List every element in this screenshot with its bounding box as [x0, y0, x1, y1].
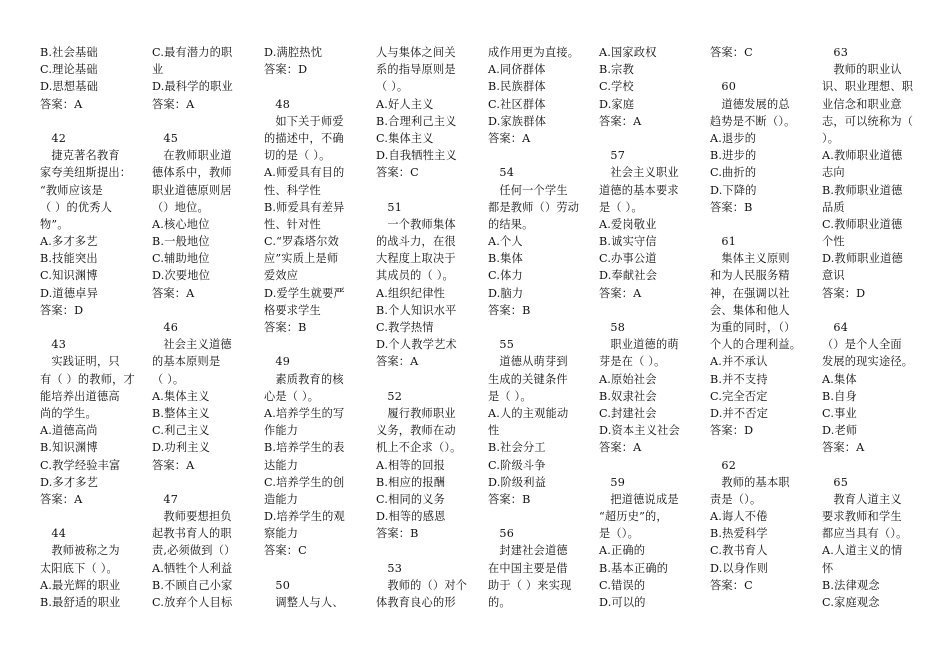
text-line: 55	[488, 338, 515, 352]
text-line: C.曲折的	[710, 166, 757, 180]
text-line: B.社会分工	[488, 441, 546, 455]
text-line: 捷克著名教育	[40, 149, 120, 163]
text-line: D.自我牺牲主义	[376, 149, 457, 163]
text-line: 尚的学生。	[40, 406, 97, 420]
text-line: 的。	[488, 596, 511, 609]
text-line: B.整体主义	[152, 406, 210, 420]
text-line: 社会主义职业	[599, 166, 679, 180]
text-line: 答案：B	[376, 527, 419, 541]
text-line: 答案：A	[822, 441, 865, 455]
text-line	[376, 371, 467, 388]
text-line: C.集体主义	[376, 131, 434, 145]
text-line: D.老师	[822, 424, 858, 438]
text-line: D.培养学生的观	[264, 510, 345, 524]
text-line: C.完全否定	[710, 389, 768, 403]
text-line: A.多才多艺	[40, 235, 98, 249]
text-line: C.培养学生的创	[264, 475, 345, 489]
text-line: 神，在强调以社	[710, 286, 790, 300]
text-line: 59	[599, 475, 626, 489]
text-line: C.封建社会	[599, 406, 657, 420]
text-line: B.诚实守信	[599, 235, 657, 249]
text-line: 志向	[822, 166, 845, 180]
text-line: 其成员的（ ）。	[376, 269, 454, 283]
text-line: 42	[40, 131, 67, 145]
text-line: B.进步的	[710, 149, 757, 163]
text-line: 生成的关键条件	[488, 372, 568, 386]
text-line: 的描述中，不确	[264, 131, 344, 145]
text-line: 要求教师和学生	[822, 510, 902, 524]
text-line: A.同侪群体	[488, 63, 546, 77]
text-line: C.学校	[599, 80, 634, 94]
text-line: D.个人教学艺术	[376, 338, 457, 352]
text-line: 都是教师（）劳动	[488, 200, 580, 214]
text-line: 义务，教师在动	[376, 424, 456, 438]
text-column-7	[710, 44, 801, 594]
text-line	[152, 302, 235, 319]
text-line: C.放弃个人目标	[152, 596, 233, 609]
text-line: B.教师职业道德	[822, 183, 903, 197]
text-line: B.最舒适的职业	[40, 596, 121, 609]
text-line: C.教书育人	[710, 544, 768, 558]
text-line: 47	[152, 492, 179, 506]
text-line: 答案：A	[152, 458, 195, 472]
text-line: 答案：D	[40, 303, 84, 317]
text-line: 职业道德的萌	[599, 338, 679, 352]
text-line: 60	[710, 80, 737, 94]
text-line: （ ）。	[152, 372, 185, 386]
text-line: D.次要地位	[152, 269, 211, 283]
text-line: 性、科学性	[264, 183, 321, 197]
text-line: 责,必须做到（）	[152, 544, 236, 558]
text-line: 答案：D	[264, 63, 308, 77]
text-line: 58	[599, 321, 626, 334]
text-line	[40, 508, 135, 525]
text-line: B.热爱科学	[710, 527, 768, 541]
text-line: D.奉献社会	[599, 269, 658, 283]
text-line: C.教师职业道德	[822, 217, 903, 231]
text-line: D.以身作则	[710, 561, 769, 575]
text-line: 道德发展的总	[710, 97, 790, 111]
text-line: 体教育良心的形	[376, 596, 456, 609]
text-line: 识、职业理想、职	[822, 80, 914, 94]
text-line: A.牺牲个人利益	[152, 561, 233, 575]
text-line: D.阶级利益	[488, 475, 547, 489]
text-line: 作能力	[264, 424, 299, 438]
text-line: 答案：C	[710, 46, 753, 59]
text-line: C.教学经验丰富	[40, 458, 121, 472]
text-line: D.资本主义社会	[599, 424, 680, 438]
text-line: 43	[40, 338, 67, 352]
text-line	[264, 336, 345, 353]
text-line: A.组织纪律性	[376, 286, 445, 300]
text-line: B.并不支持	[710, 372, 768, 386]
text-line: 在中国主要是借	[488, 561, 568, 575]
text-column-4	[376, 44, 467, 611]
text-line: C.最有潜力的职	[152, 46, 233, 59]
text-line: D.可以的	[599, 596, 646, 609]
text-line: 的结果。	[488, 217, 534, 231]
text-line: 系的指导原则是	[376, 63, 456, 77]
text-line: 助于（ ）来实现	[488, 578, 572, 592]
text-line: 64	[822, 321, 849, 334]
text-line: D.下降的	[710, 183, 757, 197]
text-line: 太阳底下（ ）。	[40, 561, 118, 575]
text-line: B.社会基础	[40, 46, 98, 59]
text-line: B.集体	[488, 252, 523, 266]
text-line: 责是（）。	[710, 492, 762, 506]
text-line: 答案：D	[822, 286, 866, 300]
text-line	[152, 474, 235, 491]
text-line: 和为人民服务精	[710, 269, 790, 283]
text-line: 一个教师集体	[376, 217, 456, 231]
text-line: A.诲人不倦	[710, 510, 768, 524]
text-line: 心是（ ）。	[264, 389, 320, 403]
text-line: C.理论基础	[40, 63, 98, 77]
text-line: 意识	[822, 269, 845, 283]
text-line: 48	[264, 97, 291, 111]
text-line: 51	[376, 200, 403, 214]
text-line: 答案：C	[710, 578, 753, 592]
text-line: B.合理利己主义	[376, 114, 457, 128]
text-line: 54	[488, 166, 515, 180]
text-line: B.相应的报酬	[376, 475, 446, 489]
text-line: C.阶级斗争	[488, 458, 546, 472]
text-line: 答案：B	[264, 321, 307, 334]
text-line: 性、针对性	[264, 217, 321, 231]
text-line: 教育人道主义	[822, 492, 902, 506]
text-line: 职业道德原则居	[152, 183, 232, 197]
text-line: D.并不否定	[710, 406, 769, 420]
text-line: 家夸美纽斯提出：	[40, 166, 132, 180]
text-line: A.核心地位	[152, 217, 210, 231]
text-line: 履行教师职业	[376, 406, 456, 420]
text-line: 物”。	[40, 217, 69, 231]
text-line: 65	[822, 475, 849, 489]
text-line: 44	[40, 527, 67, 541]
text-line: 教师的基本职	[710, 475, 790, 489]
text-line: 49	[264, 355, 291, 369]
text-line: A.集体	[822, 372, 857, 386]
text-line: 56	[488, 527, 515, 541]
text-line: D.功利主义	[152, 441, 211, 455]
text-line: 50	[264, 578, 291, 592]
text-line	[710, 439, 801, 456]
text-line: A.人的主观能动	[488, 406, 569, 420]
text-line: A.个人	[488, 235, 523, 249]
text-line: 52	[376, 389, 403, 403]
text-line: 答案：A	[599, 441, 642, 455]
text-line: 是（ ）。	[488, 389, 532, 403]
text-line	[376, 182, 467, 199]
text-line: 把道德说成是	[599, 492, 679, 506]
text-line: C.辅助地位	[152, 252, 210, 266]
text-line: C.相同的义务	[376, 492, 446, 506]
text-line: 业	[152, 63, 164, 77]
text-line: D.道德卓异	[40, 286, 99, 300]
text-line: 都应当具有（）。	[822, 527, 908, 541]
text-line: A.好人主义	[376, 97, 434, 111]
text-line: 格要求学生	[264, 303, 321, 317]
text-column-2	[152, 44, 235, 611]
text-line: B.不顾自己小家	[152, 578, 233, 592]
text-line: 业信念和职业意	[822, 97, 902, 111]
text-line: 答案：B	[710, 200, 753, 214]
text-line: 社会主义道德	[152, 338, 232, 352]
text-line: B.一般地位	[152, 235, 210, 249]
text-line	[488, 147, 579, 164]
text-line: B.技能突出	[40, 252, 98, 266]
text-line: 答案：A	[599, 114, 642, 128]
text-line	[488, 319, 579, 336]
text-line: 会、集体和他人	[710, 303, 790, 317]
text-line: （ ）。	[376, 80, 409, 94]
text-line: 造能力	[264, 492, 299, 506]
text-line: C.错误的	[599, 578, 646, 592]
text-line: （）是个人全面	[822, 338, 902, 352]
text-line: C.社区群体	[488, 97, 546, 111]
text-line: 答案：A	[599, 286, 642, 300]
text-line: 任何一个学生	[488, 183, 568, 197]
text-line: C.知识渊博	[40, 269, 98, 283]
text-line	[599, 457, 680, 474]
text-line: 61	[710, 235, 737, 249]
text-line	[152, 113, 235, 130]
text-line: 道德的基本要求	[599, 183, 679, 197]
text-line: A.原始社会	[599, 372, 657, 386]
text-line: 答案：A	[40, 97, 83, 111]
text-line: 的战斗力，在很	[376, 235, 456, 249]
text-line: 爱效应	[264, 269, 299, 283]
text-line: 答案：A	[152, 97, 195, 111]
text-line: 趋势是不断（）。	[710, 114, 796, 128]
text-line: 起教书育人的职	[152, 527, 232, 541]
text-line: 素质教育的核	[264, 372, 344, 386]
text-line: 教师的（）对个	[376, 578, 468, 592]
text-line: D.最科学的职业	[152, 80, 233, 94]
text-line: 切的是（ ）。	[264, 149, 331, 163]
text-line: 53	[376, 561, 403, 575]
text-line: D.爱学生就要严	[264, 286, 345, 300]
text-line: 是（）。	[599, 527, 639, 541]
text-line: 发展的现实途径。	[822, 355, 914, 369]
text-line: 察能力	[264, 527, 299, 541]
text-line: 调整人与人、	[264, 596, 344, 609]
text-line: 个人的合理利益。	[710, 338, 802, 352]
text-line: 教师要想担负	[152, 510, 232, 524]
text-line: 答案：A	[40, 492, 83, 506]
text-line: D.家族群体	[488, 114, 547, 128]
text-line: C.办事公道	[599, 252, 657, 266]
text-line: 达能力	[264, 458, 299, 472]
text-line: 应”实质上是师	[264, 252, 339, 266]
text-line: （）地位。	[152, 200, 209, 214]
text-line: 答案：D	[710, 424, 754, 438]
text-line: 能培养出道德高	[40, 389, 120, 403]
text-line: 答案：B	[488, 303, 531, 317]
text-line: B.民族群体	[488, 80, 546, 94]
text-line: 如下关于师爱	[264, 114, 344, 128]
text-line: A.培养学生的写	[264, 406, 345, 420]
text-line: A.相等的回报	[376, 458, 445, 472]
text-line: B.自身	[822, 389, 857, 403]
text-line: D.思想基础	[40, 80, 99, 94]
text-column-6	[599, 44, 680, 611]
text-line: D.教师职业道德	[822, 252, 903, 266]
text-line: C.教学热情	[376, 321, 434, 334]
text-line: C.家庭观念	[822, 596, 880, 609]
text-line: C.利己主义	[152, 424, 210, 438]
text-column-8	[822, 44, 913, 611]
text-line: 实践证明，只	[40, 355, 120, 369]
text-line: 集体主义原则	[710, 252, 790, 266]
text-line: A.并不承认	[710, 355, 768, 369]
text-line	[376, 542, 467, 559]
text-line: 封建社会道德	[488, 544, 568, 558]
text-line: “超历史”的，	[599, 510, 668, 524]
text-line: 的基本原则是	[152, 355, 221, 369]
text-line: B.法律观念	[822, 578, 880, 592]
text-line	[710, 61, 801, 78]
text-line: C.事业	[822, 406, 857, 420]
text-line: D.相等的感恩	[376, 510, 446, 524]
text-line: 是（ ）。	[599, 200, 643, 214]
text-line	[488, 508, 579, 525]
text-column-3	[264, 44, 345, 611]
text-line	[264, 560, 345, 577]
text-line: 怀	[822, 561, 834, 575]
text-line: 在教师职业道	[152, 149, 232, 163]
text-line: A.教师职业道德	[822, 149, 903, 163]
text-line: ）。	[822, 131, 840, 145]
text-line: 志，可以统称为（	[822, 114, 914, 128]
text-line: B.个人知识水平	[376, 303, 457, 317]
text-line: 大程度上取决于	[376, 252, 456, 266]
text-line	[599, 130, 680, 147]
text-line: 道德从萌芽到	[488, 355, 568, 369]
text-line: A.退步的	[710, 131, 757, 145]
text-line: 教师的职业认	[822, 63, 902, 77]
text-line: B.培养学生的表	[264, 441, 345, 455]
text-line: 个性	[822, 235, 845, 249]
text-column-5	[488, 44, 579, 611]
text-line: 答案：A	[488, 131, 531, 145]
text-line	[599, 302, 680, 319]
text-line: 答案：A	[152, 286, 195, 300]
text-line: 有（ ）的教师，才	[40, 372, 135, 386]
text-line: 品质	[822, 200, 845, 214]
text-line: 62	[710, 458, 737, 472]
text-line: B.师爱具有差异	[264, 200, 345, 214]
text-line: 教师被称之为	[40, 544, 120, 558]
text-line	[40, 319, 135, 336]
text-line: D.家庭	[599, 97, 635, 111]
text-line: A.爱岗敬业	[599, 217, 657, 231]
text-line: “教师应该是	[40, 183, 103, 197]
text-line: 46	[152, 321, 179, 334]
text-line: （ ）的优秀人	[40, 200, 113, 214]
text-line: D.多才多艺	[40, 475, 99, 489]
text-line: 芽是在（ ）。	[599, 355, 666, 369]
text-line: C.体力	[488, 269, 523, 283]
text-line: 机上不企求（）。	[376, 441, 462, 455]
text-line: B.知识渊博	[40, 441, 98, 455]
text-line: A.人道主义的情	[822, 544, 903, 558]
text-line: C.“罗森塔尔效	[264, 235, 339, 249]
text-line: 成作用更为直接。	[488, 46, 580, 59]
text-line: 答案：B	[488, 492, 531, 506]
text-column-1	[40, 44, 135, 611]
text-line: A.道德高尚	[40, 424, 98, 438]
text-line: 答案：C	[376, 166, 419, 180]
text-line: B.宗教	[599, 63, 634, 77]
text-line	[264, 78, 345, 95]
text-line: 人与集体之间关	[376, 46, 456, 59]
text-line: 63	[822, 46, 849, 59]
text-line: A.正确的	[599, 544, 646, 558]
text-line	[710, 216, 801, 233]
text-line: A.最光辉的职业	[40, 578, 121, 592]
text-line	[822, 302, 913, 319]
text-line: A.国家政权	[599, 46, 657, 59]
text-line: D.满腔热忱	[264, 46, 323, 59]
text-line: A.集体主义	[152, 389, 210, 403]
text-line: 答案：A	[376, 355, 419, 369]
text-line: 德体系中，教师	[152, 166, 232, 180]
text-line: 性	[488, 424, 500, 438]
text-line: 57	[599, 149, 626, 163]
text-line: 为重的同时，（）	[710, 321, 796, 334]
text-line: D.脑力	[488, 286, 524, 300]
text-line: 45	[152, 131, 179, 145]
text-line	[822, 457, 913, 474]
text-line: 答案：C	[264, 544, 307, 558]
text-line: A.师爱具有目的	[264, 166, 345, 180]
text-line	[40, 113, 135, 130]
text-line: B.奴隶社会	[599, 389, 657, 403]
text-line: B.基本正确的	[599, 561, 669, 575]
